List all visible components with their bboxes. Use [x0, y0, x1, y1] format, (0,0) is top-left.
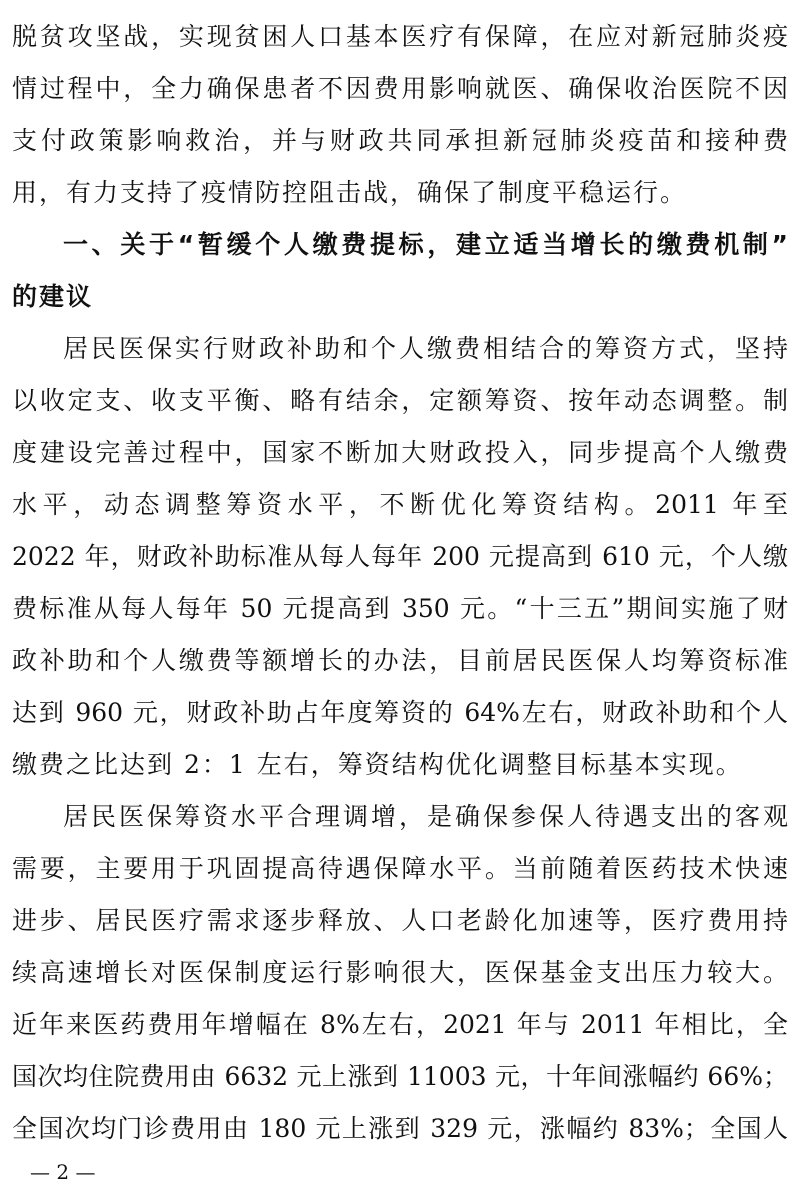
- paragraph-line: 达到 960 元，财政补助占年度筹资的 64%左右，财政补助和个人: [12, 698, 788, 727]
- paragraph-line: 以收定支、收支平衡、略有结余，定额筹资、按年动态调整。制: [12, 386, 788, 415]
- paragraph-line: 支付政策影响救治，并与财政共同承担新冠肺炎疫苗和接种费: [12, 126, 788, 155]
- section-heading: 的建议: [12, 282, 94, 311]
- paragraph-line: 情过程中，全力确保患者不因费用影响就医、确保收治医院不因: [12, 74, 788, 103]
- paragraph-line: 费标准从每人每年 50 元提高到 350 元。“十三五”期间实施了财: [12, 594, 788, 623]
- paragraph-line: 缴费之比达到 2：1 左右，筹资结构优化调整目标基本实现。: [12, 750, 743, 779]
- paragraph-line: 近年来医药费用年增幅在 8%左右，2021 年与 2011 年相比，全: [12, 1010, 788, 1039]
- paragraph-line: 续高速增长对医保制度运行影响很大，医保基金支出压力较大。: [12, 958, 788, 987]
- paragraph-line: 进步、居民医疗需求逐步释放、人口老龄化加速等，医疗费用持: [12, 906, 788, 935]
- paragraph-line: 国次均住院费用由 6632 元上涨到 11003 元，十年间涨幅约 66%；: [12, 1062, 788, 1091]
- paragraph-line: 2022 年，财政补助标准从每人每年 200 元提高到 610 元，个人缴: [12, 542, 788, 571]
- paragraph-line: 全国次均门诊费用由 180 元上涨到 329 元，涨幅约 83%；全国人: [12, 1114, 788, 1143]
- paragraph-line: 用，有力支持了疫情防控阻击战，确保了制度平稳运行。: [12, 178, 688, 207]
- paragraph-line: 脱贫攻坚战，实现贫困人口基本医疗有保障，在应对新冠肺炎疫: [12, 22, 788, 51]
- paragraph-line: 水平，动态调整筹资水平，不断优化筹资结构。2011 年至: [12, 490, 788, 519]
- paragraph-line: 居民医保实行财政补助和个人缴费相结合的筹资方式，坚持: [63, 334, 788, 363]
- paragraph-line: 度建设完善过程中，国家不断加大财政投入，同步提高个人缴费: [12, 438, 788, 467]
- paragraph-line: 需要，主要用于巩固提高待遇保障水平。当前随着医药技术快速: [12, 854, 788, 883]
- page-number: — 2 —: [30, 1160, 96, 1184]
- paragraph-line: 政补助和个人缴费等额增长的办法，目前居民医保人均筹资标准: [12, 646, 788, 675]
- section-heading: 一、关于“暂缓个人缴费提标，建立适当增长的缴费机制”: [63, 230, 788, 259]
- paragraph-line: 居民医保筹资水平合理调增，是确保参保人待遇支出的客观: [63, 802, 788, 831]
